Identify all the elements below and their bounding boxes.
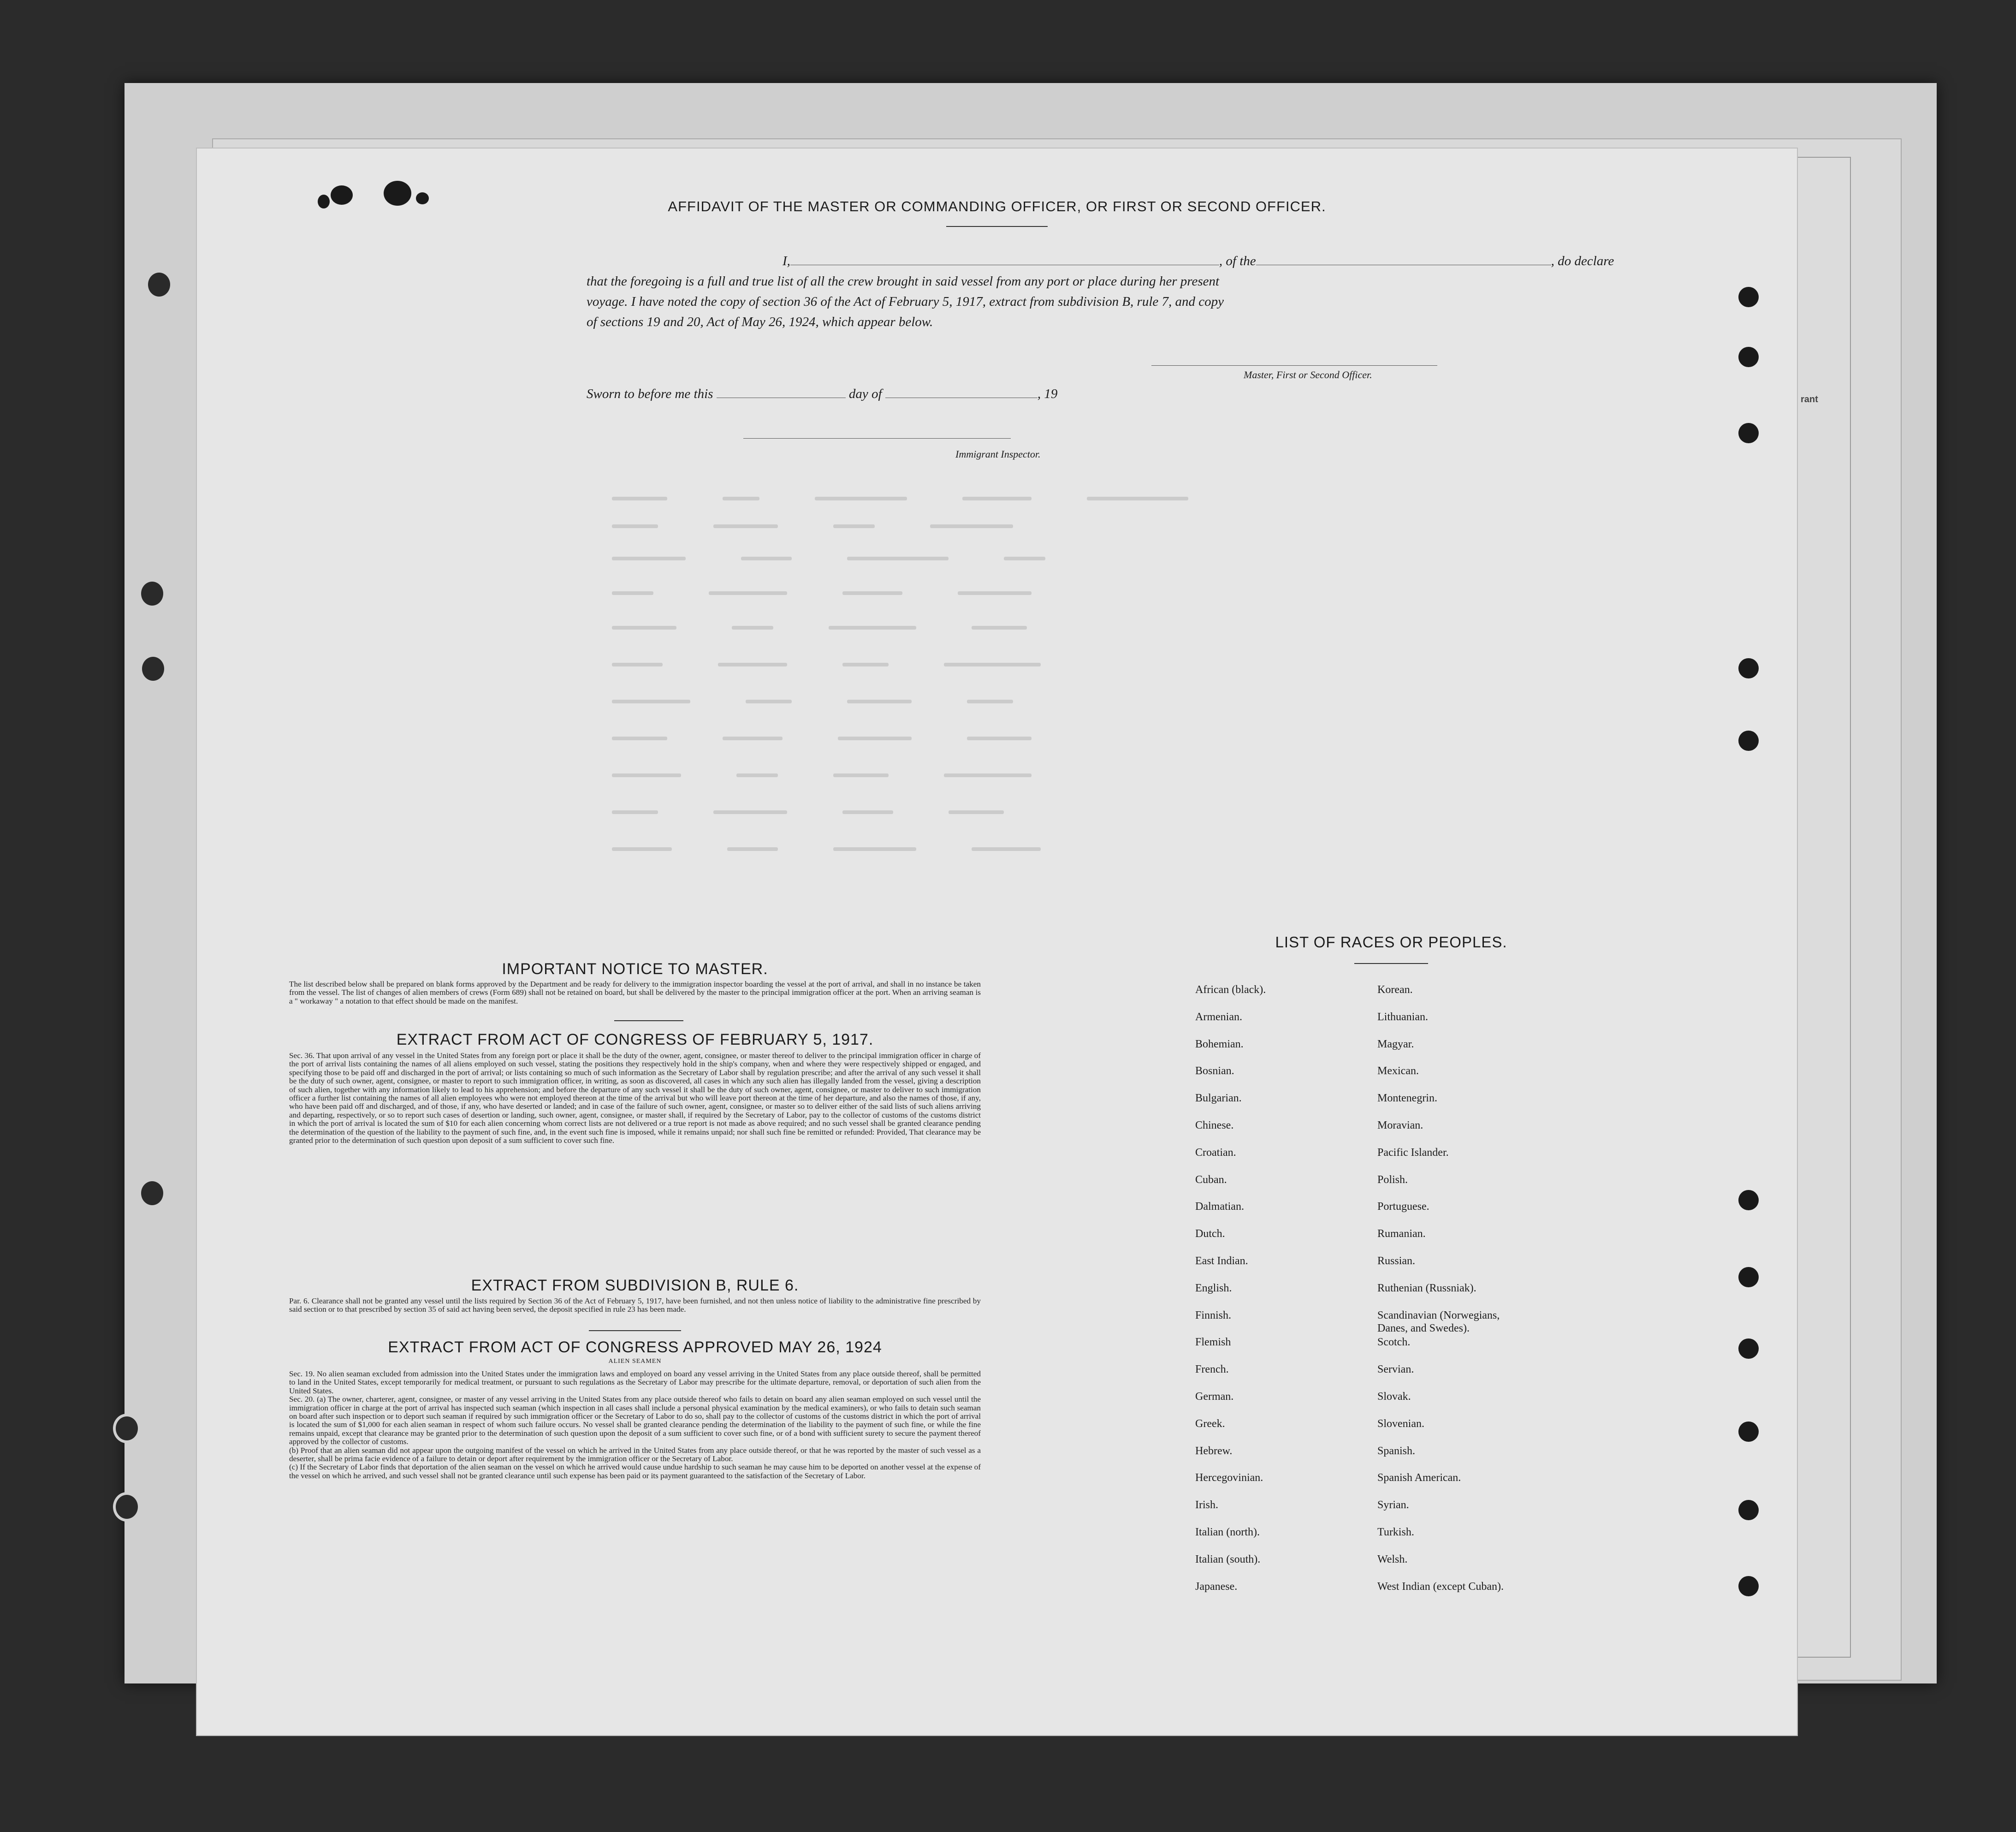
master-signature-label: Master, First or Second Officer.: [1244, 369, 1372, 381]
race-item: Korean.: [1377, 984, 1413, 996]
race-item: Hercegovinian.: [1195, 1472, 1263, 1484]
race-item: Pacific Islander.: [1377, 1146, 1449, 1159]
race-item: French.: [1195, 1363, 1229, 1376]
section-20c: (c) If the Secretary of Labor finds that deportation of the alien seaman on the vessel on which he arrived would cause undue hardship to such seaman he may cause him to be deported on another vessel at the expense of the vessel on which he arrived, and such vessel shall not be granted clearance until such expense has been paid or its payment guaranteed to the satisfaction of the Secretary of Labor.: [289, 1463, 981, 1480]
race-item: German.: [1195, 1390, 1234, 1403]
sheet-edge-text: rant: [1801, 394, 1818, 404]
bleed-through-row: [612, 697, 1811, 702]
race-item: English.: [1195, 1282, 1232, 1294]
race-item: Italian (north).: [1195, 1526, 1260, 1538]
punch-hole: [1738, 1267, 1759, 1287]
race-item: Dutch.: [1195, 1228, 1225, 1240]
race-item: Slovak.: [1377, 1390, 1411, 1403]
race-item: Hebrew.: [1195, 1445, 1233, 1457]
race-item: Bohemian.: [1195, 1038, 1244, 1050]
affidavit-declare: , do declare: [1551, 254, 1614, 268]
race-item: Servian.: [1377, 1363, 1414, 1376]
race-item: African (black).: [1195, 984, 1266, 996]
notice-title: IMPORTANT NOTICE TO MASTER.: [502, 960, 768, 978]
section-20a: Sec. 20. (a) The owner, charterer, agent, consignee, or master of any vessel arriving in the United States from any place outside thereof who fails to detain on board any alien seaman employed on such vessel until the immigration officer in charge at the port of arrival has inspected such seaman (which inspection in all cases shall include a personal physical examination by the medical examiners), or who fails to detain such seaman on board after such inspection or to deport such seaman if required by such immigration officer or the Secretary of Labor to do so, shall pay to the collector of customs of the customs district in which the port of arrival is located the sum of $1,000 for each alien seaman in respect of whom such failure occurs. No vessel shall be granted clearance pending the determination of the liability to the payment of such fine, or while the fine remains unpaid, except that clearance may be granted prior to the determination of such question upon the deposit of a sum sufficient to cover such fine, or of a bond with sufficient surety to secure the payment thereof approved by the collector of customs.: [289, 1395, 981, 1446]
punch-hole: [1738, 1576, 1759, 1596]
extract-1924-title: EXTRACT FROM ACT OF CONGRESS APPROVED MAY 26, 1924: [388, 1338, 882, 1356]
punch-hole: [1738, 1500, 1759, 1520]
divider: [946, 226, 1048, 227]
race-item: Mexican.: [1377, 1065, 1419, 1077]
extract-1924-subtitle: ALIEN SEAMEN: [608, 1358, 662, 1365]
race-item: Russian.: [1377, 1255, 1416, 1267]
extract-1917-title: EXTRACT FROM ACT OF CONGRESS OF FEBRUARY 5, 1917.: [396, 1031, 874, 1048]
race-item: Spanish American.: [1377, 1472, 1461, 1484]
race-item: West Indian (except Cuban).: [1377, 1580, 1504, 1593]
affidavit-title: AFFIDAVIT OF THE MASTER OR COMMANDING OFFICER, OR FIRST OR SECOND OFFICER.: [668, 198, 1326, 214]
race-item: Slovenian.: [1377, 1417, 1424, 1430]
section-20b: (b) Proof that an alien seaman did not appear upon the outgoing manifest of the vessel on which he arrived in the United States from any place outside thereof, or that he was reported by the master of such vessel as a deserter, shall be prima facie evidence of a failure to detain or deport after requirement by the immigration officer or the Secretary of Labor.: [289, 1445, 981, 1463]
binder-hole: [139, 654, 167, 684]
race-item: Finnish.: [1195, 1309, 1232, 1321]
race-item: Flemish: [1195, 1336, 1231, 1349]
extract-rule6-title: EXTRACT FROM SUBDIVISION B, RULE 6.: [471, 1277, 799, 1294]
race-item: Chinese.: [1195, 1119, 1234, 1131]
punch-hole: [1738, 731, 1759, 751]
sworn-text: Sworn to before me this: [587, 387, 713, 401]
races-title: LIST OF RACES OR PEOPLES.: [1275, 934, 1507, 951]
binder-hole: [138, 1178, 166, 1208]
bleed-through-row: [612, 554, 1811, 559]
punch-hole: [1738, 1422, 1759, 1442]
race-item: Cuban.: [1195, 1173, 1227, 1186]
races-right-column: [1377, 983, 1504, 1607]
inspector-signature-line[interactable]: [743, 438, 1011, 439]
race-item: Italian (south).: [1195, 1553, 1261, 1565]
race-item: Bulgarian.: [1195, 1092, 1242, 1105]
race-item: Dalmatian.: [1195, 1201, 1244, 1213]
race-item: Welsh.: [1377, 1553, 1408, 1565]
race-item: Irish.: [1195, 1499, 1218, 1511]
sworn-year-prefix: , 19: [1037, 387, 1058, 401]
binder-hole: [113, 1492, 141, 1522]
race-item: Greek.: [1195, 1417, 1225, 1430]
race-item: East Indian.: [1195, 1255, 1248, 1267]
race-item: Portuguese.: [1377, 1201, 1429, 1213]
punch-hole: [1738, 287, 1759, 307]
binder-hole: [138, 579, 166, 608]
affidavit-line-2: that the foregoing is a full and true list of all the crew brought in said vessel from any port or place during her present: [587, 274, 1220, 289]
extract-rule6-body: Par. 6. Clearance shall not be granted any vessel until the lists required by Section 36 of the Act of February 5, 1917, have been furnished, and not then unless notice of liability to the administrative fine prescribed by said section or to that prescribed by section 35 of said act having been served, the deposit specified in rule 23 has been made.: [289, 1297, 981, 1314]
extract-1924-body: [289, 1370, 981, 1480]
bleed-through-row: [612, 771, 1811, 776]
race-item: Armenian.: [1195, 1011, 1242, 1023]
divider: [1354, 963, 1428, 964]
race-item: Rumanian.: [1377, 1228, 1426, 1240]
race-item: Croatian.: [1195, 1146, 1236, 1159]
race-item: Scandinavian (Norwegians, Danes, and Swedes).: [1377, 1309, 1500, 1334]
bleed-through-row: [612, 660, 1811, 665]
sworn-statement: [587, 384, 1232, 404]
race-item: Moravian.: [1377, 1119, 1423, 1131]
master-signature-line[interactable]: [1151, 365, 1437, 366]
divider: [589, 1330, 681, 1331]
race-item: Lithuanian.: [1377, 1011, 1428, 1023]
punch-hole: [1738, 1338, 1759, 1359]
bleed-through-row: [612, 808, 1811, 813]
affidavit-line-3: voyage. I have noted the copy of section 36 of the Act of February 5, 1917, extract from subdivision B, rule 7, and copy: [587, 294, 1224, 309]
race-item: Scotch.: [1377, 1336, 1411, 1349]
race-item: Magyar.: [1377, 1038, 1414, 1050]
bleed-through-row: [612, 589, 1811, 594]
affidavit-of-the: , of the: [1219, 254, 1256, 268]
race-item: Japanese.: [1195, 1580, 1238, 1593]
divider: [614, 1020, 683, 1021]
bleed-through-row: [612, 624, 1811, 628]
bleed-through-row: [612, 522, 1811, 527]
bleed-through-row: [612, 845, 1811, 850]
binder-hole: [145, 270, 173, 299]
race-item: Polish.: [1377, 1173, 1408, 1186]
race-item: Bosnian.: [1195, 1065, 1234, 1077]
extract-1917-body: Sec. 36. That upon arrival of any vessel in the United States from any foreign port or place it shall be the duty of the owner, agent, consignee, or master thereof to deliver to the principal immigration officer in charge of the port of arrival lists containing the names of all aliens employed on such vessel, stating the positions they respectively hold in the ship's company, when and where they were respectively shipped or engaged, and specifying those to be paid off and discharged in the port of arrival; or lists containing so much of such information as the Secretary of Labor shall by regulation prescribe; and after the arrival of any such vessel it shall be the duty of such owner, agent, consignee, or master to report to such immigration officer, in writing, as soon as discovered, all cases in which any such alien has illegally landed from the vessel, giving a description of such alien, together with any information likely to lead to his apprehension; and before the departure of any such vessel it shall be the duty of such owner, agent, consignee, or master to deliver to such immigration officer a further list containing the names of all alien employees who were not employed thereon at the time of the arrival but who will leave port thereon at the time of her departure, and also the names of those, if any, who have been paid off and discharged, and of those, if any, who have deserted or landed; and in case of the failure of such owner, agent, consignee, or master so to deliver either of the said lists of such aliens arriving and departing, respectively, or so to report such cases of desertion or landing, such owner, agent, consignee, or master shall, if required by the Secretary of Labor, pay to the collector of customs of the customs district in which the port of arrival is located the sum of $10 for each alien concerning whom correct lists are not delivered or a true report is not made as above required; and no such vessel shall be granted clearance pending the determination of the question of the liability to the payment of such fine, and, in the event such fine is imposed, while it remains unpaid; nor shall such fine be remitted or refunded: Provided, That clearance may be granted prior to the determination of such question upon deposit of a sum sufficient to cover such fine.: [289, 1051, 981, 1145]
race-item: Syrian.: [1377, 1499, 1409, 1511]
race-item: Spanish.: [1377, 1445, 1416, 1457]
punch-hole: [1738, 347, 1759, 367]
affidavit-declaration: [587, 251, 1647, 332]
affidavit-page: [196, 148, 1798, 1736]
race-item: Turkish.: [1377, 1526, 1414, 1538]
sworn-day-of: day of: [848, 387, 882, 401]
race-item: Montenegrin.: [1377, 1092, 1437, 1105]
punch-hole: [1738, 1190, 1759, 1210]
race-item: Ruthenian (Russniak).: [1377, 1282, 1476, 1294]
inspector-signature-label: Immigrant Inspector.: [955, 448, 1041, 460]
affidavit-i: I,: [783, 254, 790, 268]
affidavit-line-4: of sections 19 and 20, Act of May 26, 1924, which appear below.: [587, 315, 933, 329]
punch-hole: [1738, 423, 1759, 443]
notice-body: The list described below shall be prepared on blank forms approved by the Department and be ready for delivery to the immigration inspector boarding the vessel at the port of arrival, and shall in no instance be taken from the vessel. The list of changes of alien members of crews (Form 689) shall not be retained on board, but shall be delivered by the master to the principal immigration officer at the port. When an arriving seaman is a " workaway " a notation to that effect should be made on the manifest.: [289, 980, 981, 1005]
bleed-through-row: [612, 494, 1811, 499]
races-left-column: [1195, 983, 1266, 1607]
bleed-through-row: [612, 734, 1811, 739]
section-19: Sec. 19. No alien seaman excluded from admission into the United States under the immigration laws and employed on board any vessel arriving in the United States from any place outside thereof, shall be permitted to land in the United States, except temporarily for medical treatment, or pursuant to such regulations as the Secretary of Labor may prescribe for the ultimate departure, removal, or deportation of such alien from the United States.: [289, 1369, 981, 1395]
binder-hole: [113, 1414, 141, 1443]
